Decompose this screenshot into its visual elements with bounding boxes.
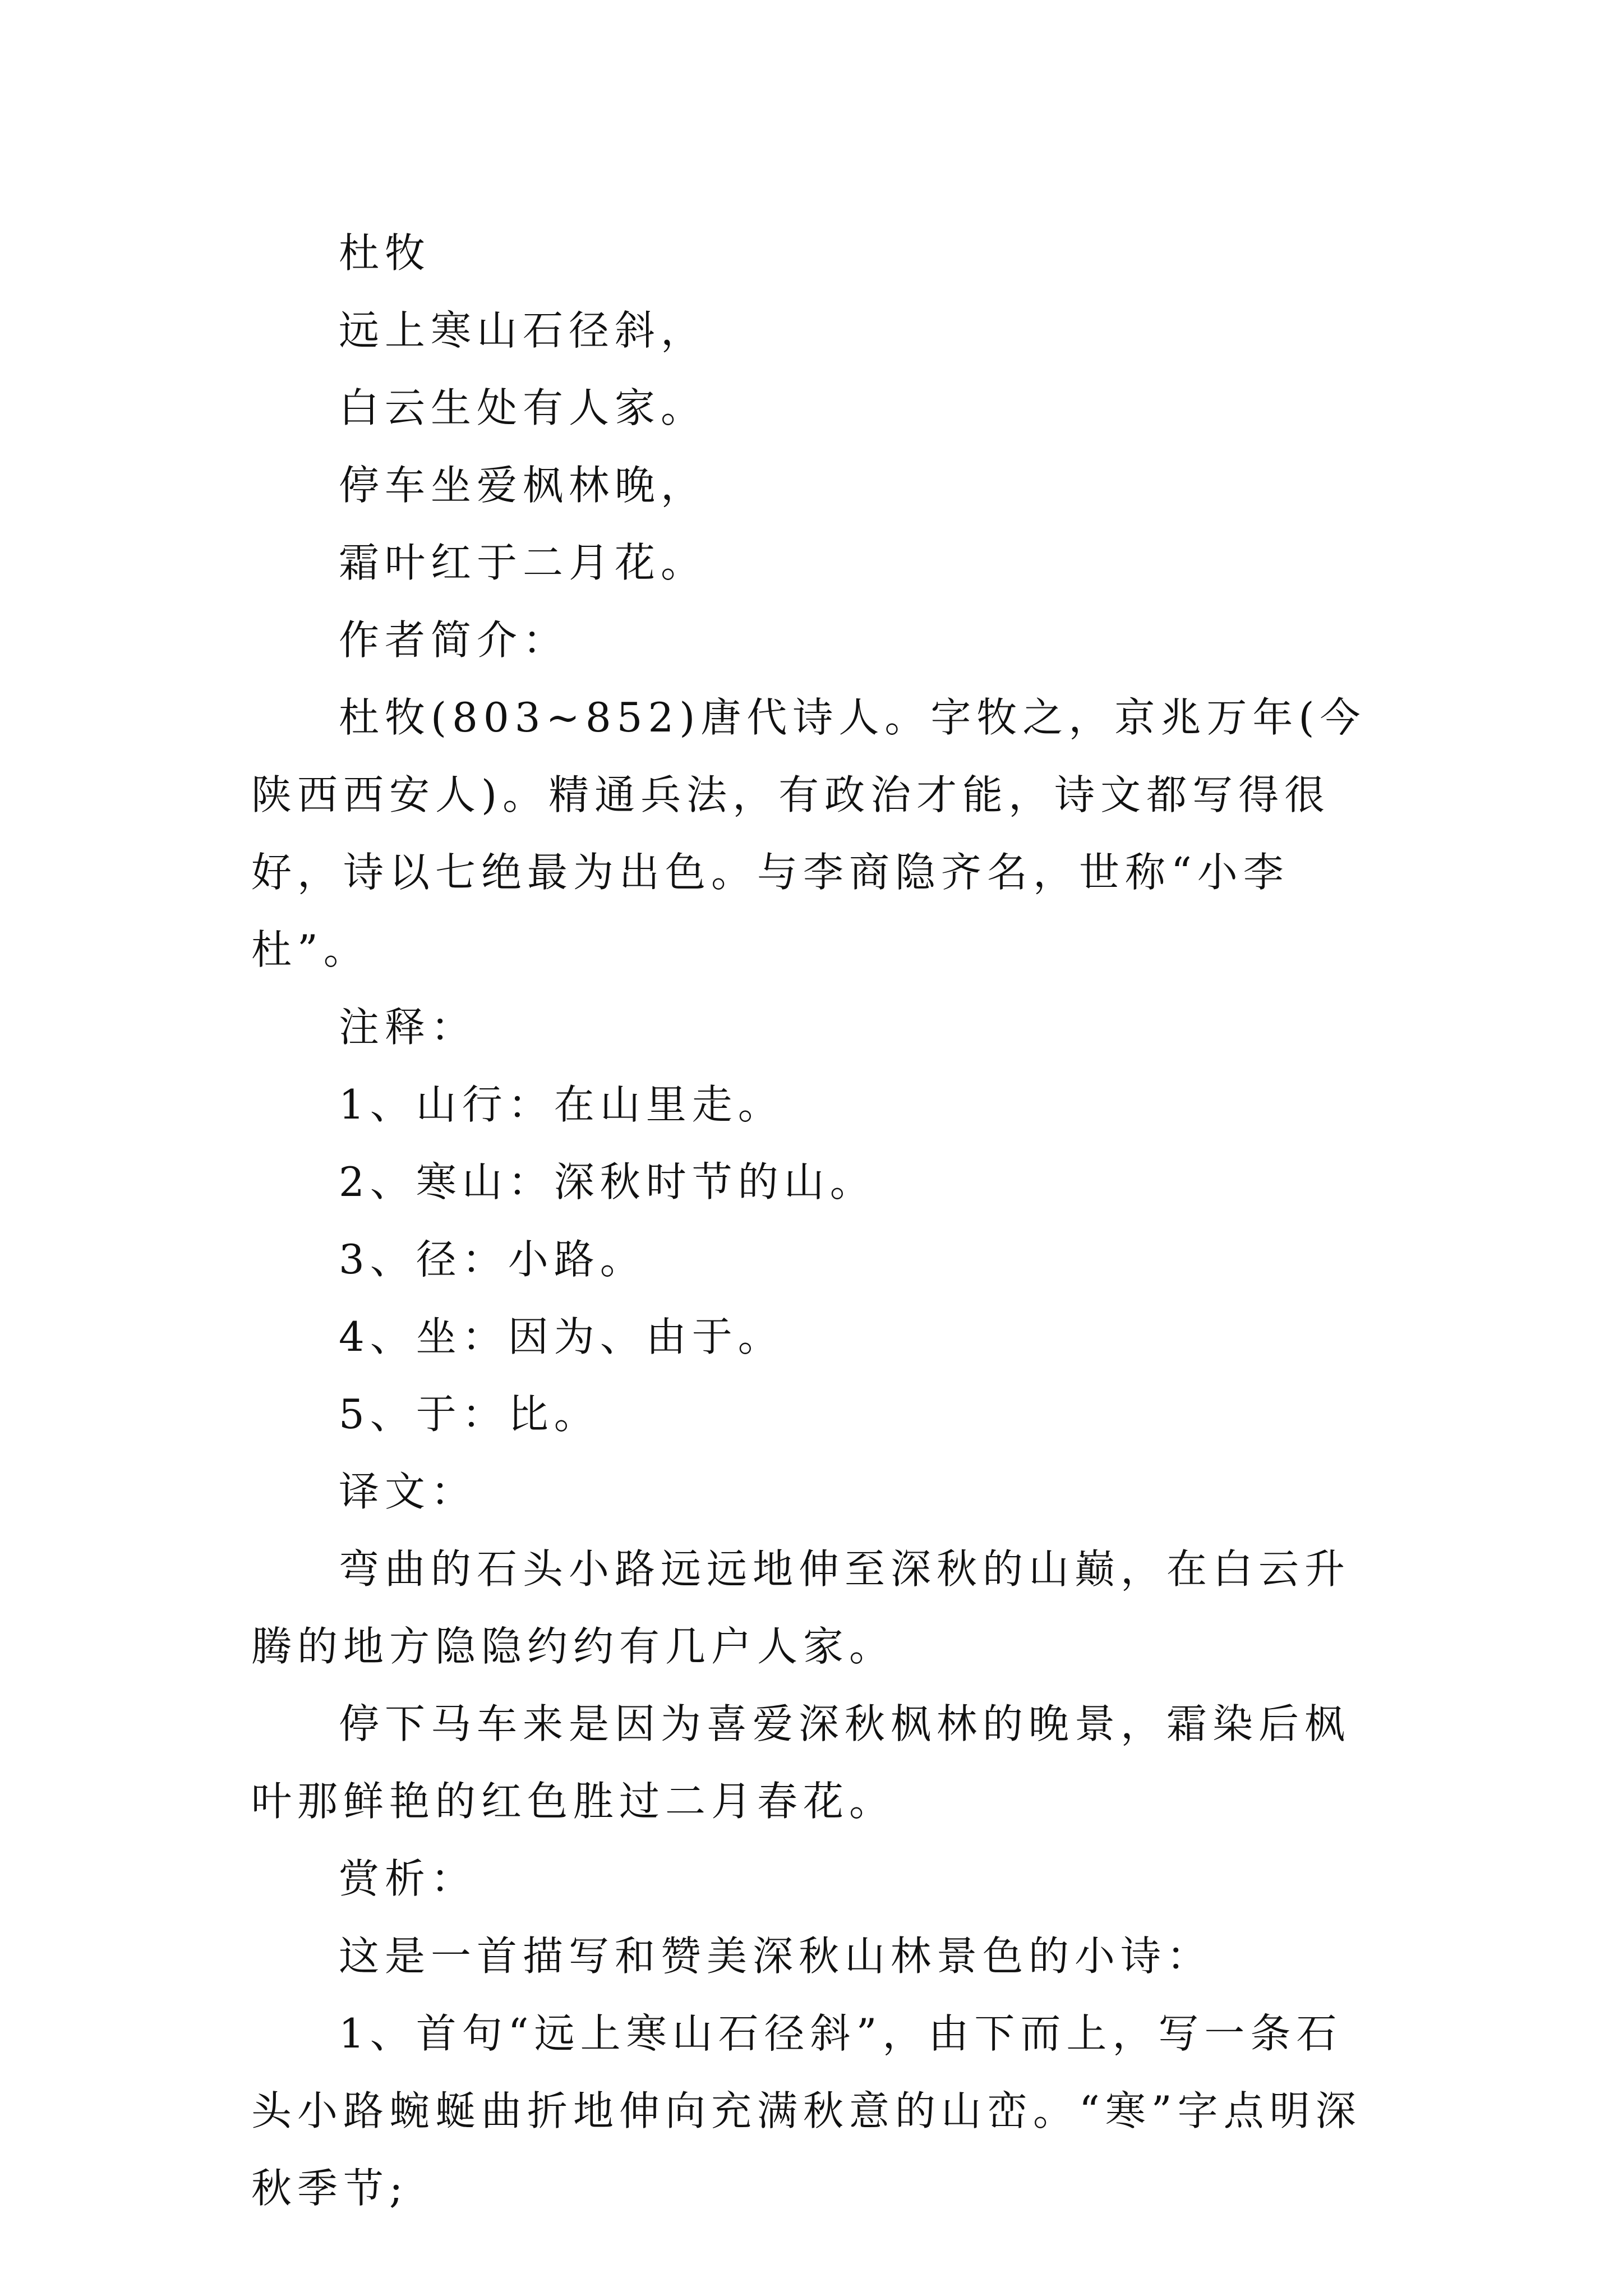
- appreciation-intro: 这是一首描写和赞美深秋山林景色的小诗：: [339, 1932, 1213, 1980]
- appreciation-heading: 赏析：: [339, 1855, 477, 1902]
- translation-heading: 译文：: [339, 1468, 477, 1515]
- translation-paragraph-1: 弯曲的石头小路远远地伸至深秋的山巅，在白云升腾的地方隐隐约约有几户人家。: [251, 1545, 1351, 1670]
- document-content: [251, 214, 1378, 2227]
- notes-heading: 注释：: [339, 1004, 477, 1051]
- note-item-2: 2、寒山：深秋时节的山。: [339, 1158, 876, 1205]
- poem-line-2: 白云生处有人家。: [339, 384, 707, 431]
- poem-line-1: 远上寒山石径斜，: [339, 307, 707, 354]
- poem-line-4: 霜叶红于二月花。: [339, 539, 707, 586]
- note-item-1: 1、山行：在山里走。: [339, 1081, 784, 1128]
- poem-line-3: 停车坐爱枫林晚，: [339, 462, 707, 509]
- author-intro-text: 杜牧(803~852)唐代诗人。字牧之，京兆万年(今陕西西安人)。精通兵法，有政治才能，诗文都写得很好，诗以七绝最为出色。与李商隐齐名，世称“小李杜”。: [251, 694, 1366, 973]
- translation-paragraph-2: 停下马车来是因为喜爱深秋枫林的晚景，霜染后枫叶那鲜艳的红色胜过二月春花。: [251, 1700, 1351, 1825]
- author-intro-heading: 作者简介：: [339, 616, 569, 664]
- appreciation-paragraph-1: 1、首句“远上寒山石径斜”，由下而上，写一条石头小路蜿蜒曲折地伸向充满秋意的山峦。“寒”字点明深秋季节;: [251, 2010, 1362, 2212]
- note-item-4: 4、坐：因为、由于。: [339, 1313, 784, 1360]
- note-item-3: 3、径：小路。: [339, 1236, 646, 1283]
- author-name: 杜牧: [339, 229, 431, 277]
- note-item-5: 5、于：比。: [339, 1391, 600, 1438]
